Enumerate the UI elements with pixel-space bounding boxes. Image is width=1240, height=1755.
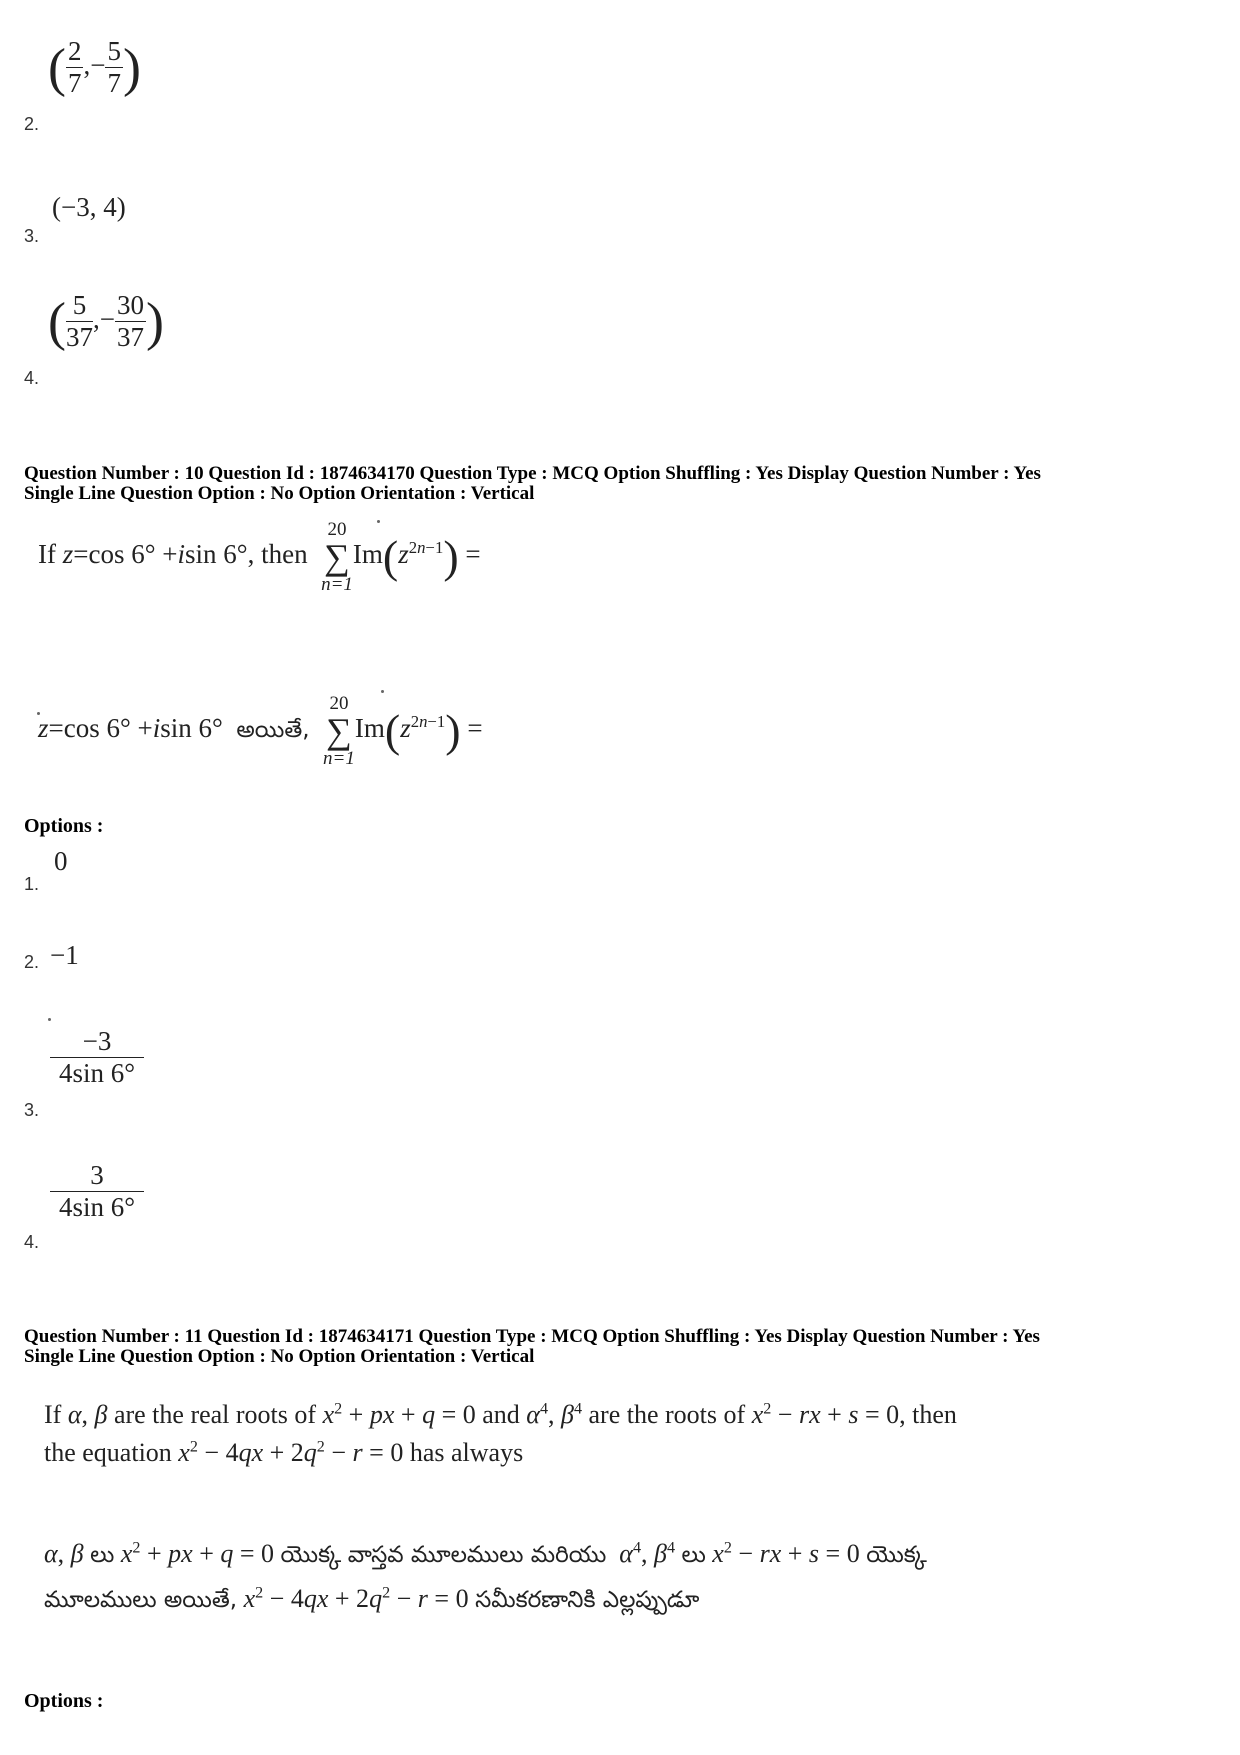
option-expression[interactable]: −1 bbox=[50, 940, 79, 970]
option-number: 3. bbox=[24, 226, 40, 246]
option-expression: ( $\frac{2}{7}$ ,− $\frac{5}{7}$ ) bbox=[48, 36, 141, 99]
question-text-telugu: z=cos 6° +isin 6° అయితే, 20 ∑ n=1 $Im(z^{2n-1})$ = bbox=[38, 693, 483, 769]
option-expression: ( $\frac{5}{37}$ ,− $\frac{30}{37}$ ) bbox=[48, 290, 164, 353]
option-number: 4. bbox=[24, 1232, 40, 1252]
option-number: 1. bbox=[24, 874, 40, 894]
option-number: 2. bbox=[24, 952, 40, 972]
options-label: Options : bbox=[24, 815, 104, 837]
question-text-telugu: α, β లు $x^2$ + px + q = 0 యొక్క వాస్తవ మూలములు మరియు $\alpha^4$, $\beta^4$ లు $x^2$ − rx + s = 0 యొక్క మూలములు అయితే, $x^2 - 4qx + 2q^2 - r = 0$ సమీకరణానికి ఎల్లప్పుడూ bbox=[44, 1539, 927, 1613]
question-meta: Question Number : 11 Question Id : 1874634171 Question Type : MCQ Option Shuffling : Yes Display Question Number : Yes Single Line Question Option : No Option Orientation : Vertical bbox=[24, 1326, 1040, 1367]
option-expression: (−3, 4) bbox=[52, 192, 126, 222]
option-number: 3. bbox=[24, 1100, 40, 1120]
question-text-english: If α, β are the real roots of $x^2$ + px + q = 0 and $\alpha^4$, $\beta^4$ are the roots of $x^2$ − rx + s = 0, then the equation $x^2 - 4qx + 2q^2 - r = 0$ has always bbox=[44, 1400, 957, 1467]
options-label: Options : bbox=[24, 1690, 104, 1712]
scan-dot bbox=[48, 1018, 51, 1021]
option-number: 2. bbox=[24, 114, 40, 134]
option-expression[interactable]: $\frac{-3}{4\sin 6^\circ}$ bbox=[50, 1026, 144, 1089]
option-expression[interactable]: 0 bbox=[54, 846, 68, 876]
option-expression[interactable]: $\frac{3}{4\sin 6^\circ}$ bbox=[50, 1160, 144, 1223]
scan-dot bbox=[381, 690, 384, 693]
question-meta: Question Number : 10 Question Id : 1874634170 Question Type : MCQ Option Shuffling : Yes Display Question Number : Yes Single Line Question Option : No Option Orientation : Vertical bbox=[24, 463, 1041, 504]
option-number: 4. bbox=[24, 368, 40, 388]
question-text-english: If z=cos 6° +isin 6°, then 20 ∑ n=1 $Im(z^{2n-1})$ = bbox=[38, 519, 481, 595]
